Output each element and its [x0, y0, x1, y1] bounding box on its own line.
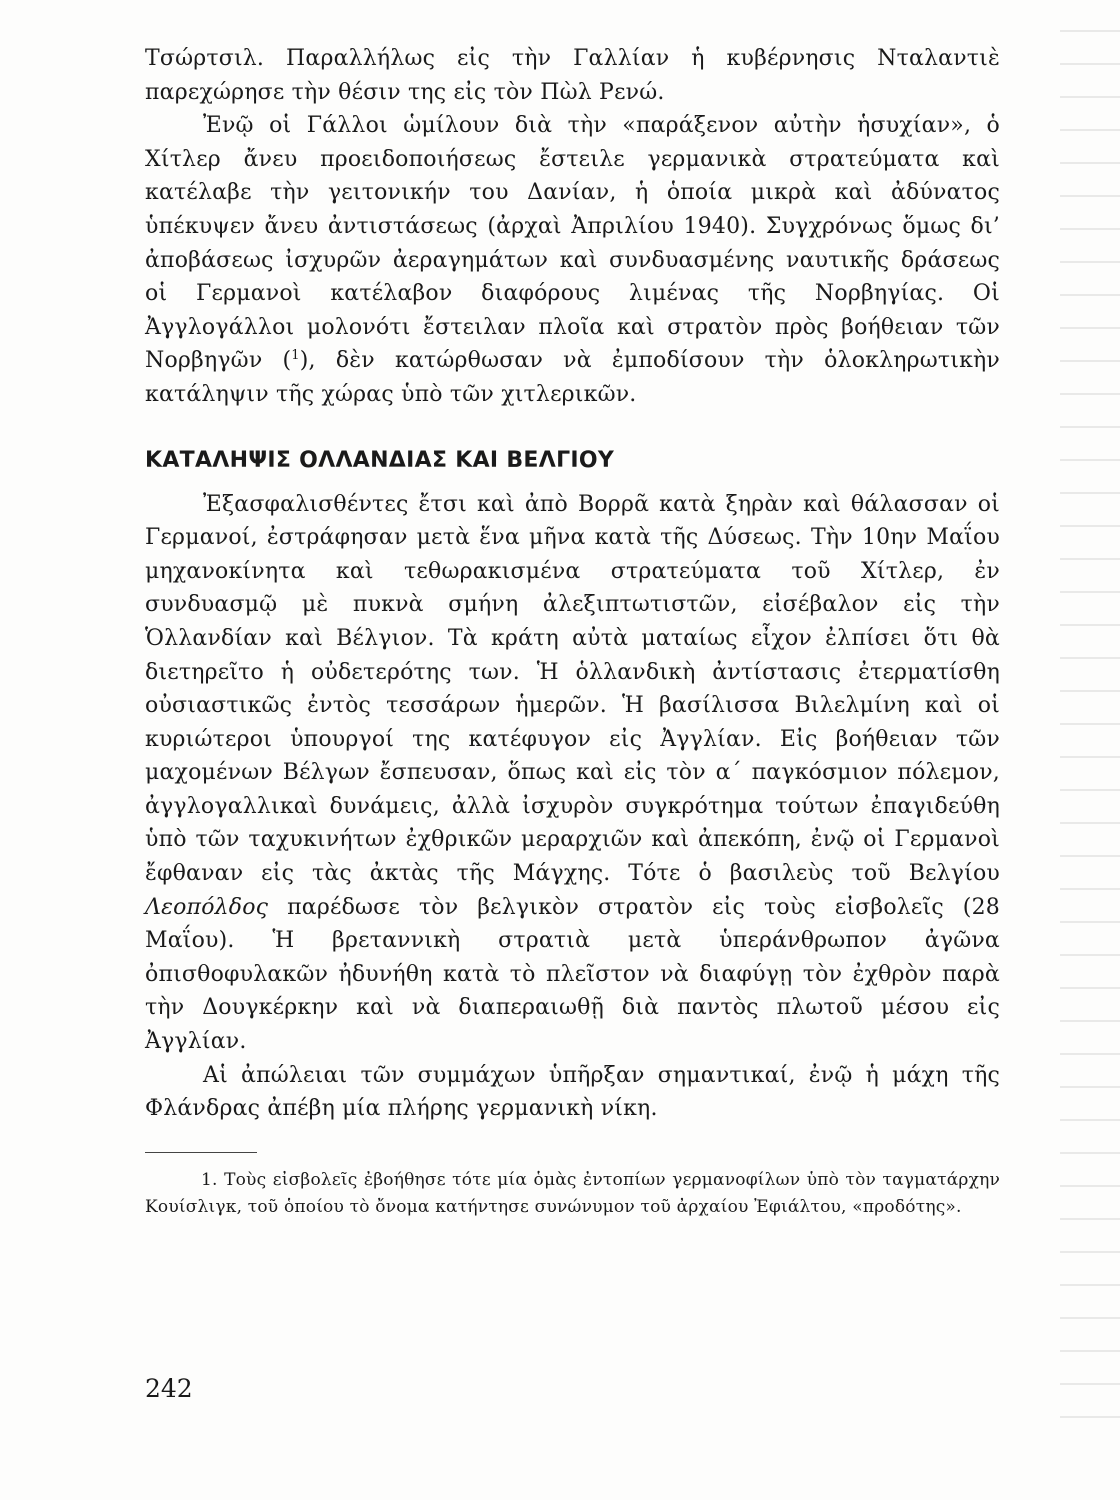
footnote-reference: 1 [291, 348, 300, 364]
footnote-paragraph [145, 1167, 1000, 1221]
text-run: Τσώρτσιλ. Παραλλήλως εἰς τὴν Γαλλίαν ἡ κυβέρνησις Νταλαντιὲ παρεχώρησε τὴν θέσιν της εἰς τὸν Πὼλ Ρενώ. [145, 46, 1000, 105]
paragraph [145, 42, 1000, 109]
footnote-number: 1. [201, 1169, 218, 1190]
text-run: Ἐνῷ οἱ Γάλλοι ὡμίλουν διὰ τὴν «παράξενον αὐτὴν ἡσυχίαν», ὁ Χίτλερ ἄνευ προειδοποιήσεως ἔστειλε γερμανικὰ στρατεύματα καὶ κατέλαβε τὴν γειτονικήν του Δανίαν, ἡ ὁποία μικρὰ καὶ ἀδύνατος ὑπέκυψεν ἄνευ ἀντιστάσεως (ἀρχαὶ Ἀπριλίου 1940). Συγχρόνως ὅμως δι’ ἀποβάσεως ἰσχυρῶν ἀεραγημάτων καὶ συνδυασμένης ναυτικῆς δράσεως οἱ Γερμανοὶ κατέλαβον διαφόρους λιμένας τῆς Νορβηγίας. Οἱ Ἀγγλογάλλοι μολονότι ἔστειλαν πλοῖα καὶ στρατὸν πρὸς βοήθειαν τῶν Νορβηγῶν ( [145, 113, 1000, 374]
page-number: 242 [145, 1374, 193, 1403]
text-column [145, 42, 1000, 1221]
body-text-section-1 [145, 42, 1000, 412]
text-run: παρέδωσε τὸν βελγικὸν στρατὸν εἰς τοὺς εἰσβολεῖς (28 Μαΐου). Ἡ βρεταννικὴ στρατιὰ μετὰ ὑπεράνθρωπον ἀγῶνα ὀπισθοφυλακῶν ἠδυνήθη κατὰ τὸ πλεῖστον νὰ διαφύγῃ τὸν ἐχθρὸν παρὰ τὴν Δουγκέρκην καὶ νὰ διαπεραιωθῇ διὰ παντὸς πλωτοῦ μέσου εἰς Ἀγγλίαν. [145, 894, 1000, 1055]
section-heading: ΚΑΤΑΛΗΨΙΣ ΟΛΛΑΝΔΙΑΣ ΚΑΙ ΒΕΛΓΙΟΥ [145, 447, 615, 473]
footnote-divider [145, 1152, 257, 1153]
show-through-artifact [1060, 30, 1120, 1430]
paragraph [145, 1059, 1000, 1126]
italic-name: Λεοπόλδος [145, 894, 269, 920]
text-run: Αἱ ἀπώλειαι τῶν συμμάχων ὑπῆρξαν σημαντικαί, ἐνῷ ἡ μάχη τῆς Φλάνδρας ἀπέβη μία πλήρης γερμανικὴ νίκη. [145, 1062, 1000, 1122]
footnote [145, 1167, 1000, 1221]
paragraph [145, 109, 1000, 411]
footnote-text: Τοὺς εἰσβολεῖς ἐβοήθησε τότε μία ὁμὰς ἐντοπίων γερμανοφίλων ὑπὸ τὸν ταγματάρχην Κουίσλιγκ, τοῦ ὁποίου τὸ ὄνομα κατήντησε συνώνυμον τοῦ ἀρχαίου Ἐφιάλτου, «προδότης». [145, 1169, 1000, 1217]
text-run: Ἐξασφαλισθέντες ἔτσι καὶ ἀπὸ Βορρᾶ κατὰ ξηρὰν καὶ θάλασσαν οἱ Γερμανοί, ἐστράφησαν μετὰ ἕνα μῆνα κατὰ τῆς Δύσεως. Τὴν 10ην Μαΐου μηχανοκίνητα καὶ τεθωρακισμένα στρατεύματα τοῦ Χίτλερ, ἐν συνδυασμῷ μὲ πυκνὰ σμήνη ἀλεξιπτωτιστῶν, εἰσέβαλον εἰς τὴν Ὁλλανδίαν καὶ Βέλγιον. Τὰ κράτη αὐτὰ ματαίως εἶχον ἐλπίσει ὅτι θὰ διετηρεῖτο ἡ οὐδετερότης των. Ἡ ὁλλανδικὴ ἀντίστασις ἐτερματίσθη οὐσιαστικῶς ἐντὸς τεσσάρων ἡμερῶν. Ἡ βασίλισσα Βιλελμίνη καὶ οἱ κυριώτεροι ὑπουργοί της κατέφυγον εἰς Ἀγγλίαν. Εἰς βοήθειαν τῶν μαχομένων Βέλγων ἔσπευσαν, ὅπως καὶ εἰς τὸν α΄ παγκόσμιον πόλεμον, ἀγγλογαλλικαὶ δυνάμεις, ἀλλὰ ἰσχυρὸν συγκρότημα τούτων ἐπαγιδεύθη ὑπὸ τῶν ταχυκινήτων ἐχθρικῶν μεραρχιῶν καὶ ἀπεκόπη, ἐνῷ οἱ Γερμανοὶ ἔφθαναν εἰς τὰς ἀκτὰς τῆς Μάγχης. Τότε ὁ βασιλεὺς τοῦ Βελγίου [145, 491, 1000, 887]
text-run: ), δὲν κατώρθωσαν νὰ ἐμποδίσουν τὴν ὁλοκληρωτικὴν κατάληψιν τῆς χώρας ὑπὸ τῶν χιτλερικῶν. [145, 348, 1000, 407]
paragraph [145, 488, 1000, 1059]
body-text-section-2 [145, 488, 1000, 1126]
